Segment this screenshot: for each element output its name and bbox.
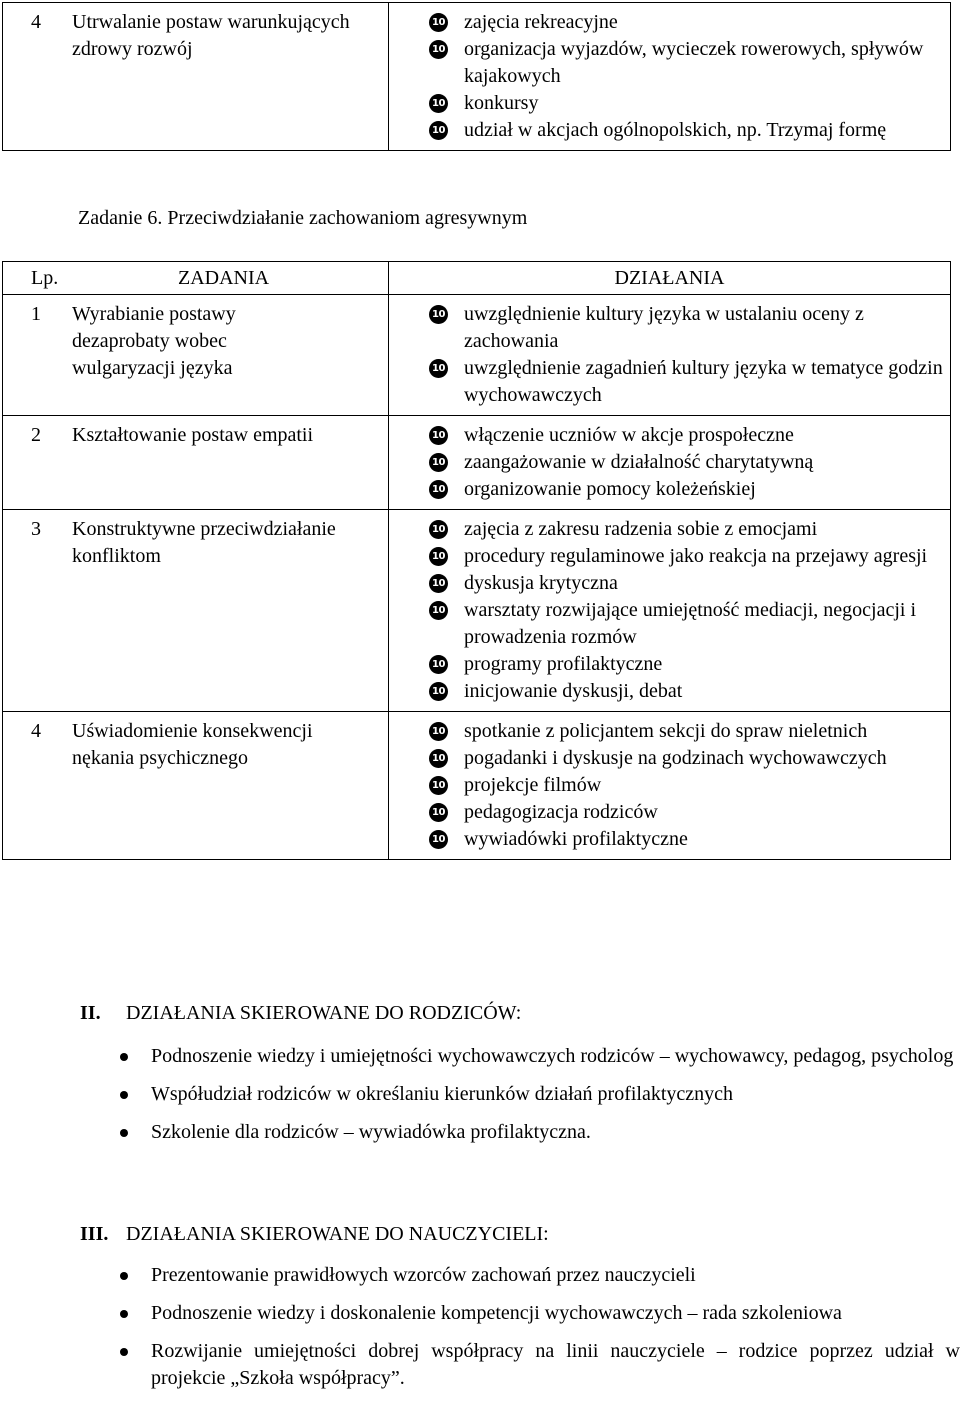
list-item: Podnoszenie wiedzy i doskonalenie kompetencji wychowawczych – rada szkoleniowa [115, 1300, 960, 1327]
list-item: Współudział rodziców w określaniu kierunków działań profilaktycznych [115, 1081, 960, 1108]
table-row [3, 510, 951, 712]
circled-ten-bullet-icon: 10 [429, 682, 448, 701]
section-ii-heading [80, 1000, 940, 1027]
bullet-dot-icon [120, 1272, 128, 1280]
circled-ten-bullet-icon: 10 [429, 13, 448, 32]
header-zadania: ZADANIA [178, 267, 270, 289]
list-item: 10 projekcje filmów [389, 772, 950, 799]
task6-table [2, 261, 951, 860]
circled-ten-bullet-icon: 10 [429, 574, 448, 593]
list-item: Szkolenie dla rodziców – wywiadówka profilaktyczna. [115, 1119, 960, 1146]
circled-ten-bullet-icon: 10 [429, 359, 448, 378]
section-iii-heading [80, 1221, 940, 1248]
circled-ten-bullet-icon: 10 [429, 722, 448, 741]
table-row [3, 416, 951, 510]
list-item: 10 dyskusja krytyczna [389, 570, 950, 597]
section-ii-roman: II. [80, 1002, 101, 1024]
list-item: 10 programy profilaktyczne [389, 651, 950, 678]
list-item: 10 procedury regulaminowe jako reakcja na przejawy agresji [389, 543, 950, 570]
actions-cell [389, 712, 951, 860]
section-ii-list [115, 1043, 960, 1157]
task-text: Utrwalanie postaw warunkujących zdrowy rozwój [72, 11, 350, 60]
bullet-dot-icon [120, 1129, 128, 1137]
list-item: 10 włączenie uczniów w akcje prospołeczne [389, 422, 950, 449]
list-item: 10 pogadanki i dyskusje na godzinach wychowawczych [389, 745, 950, 772]
circled-ten-bullet-icon: 10 [429, 426, 448, 445]
list-item: 10 udział w akcjach ogólnopolskich, np. Trzymaj formę [389, 117, 950, 144]
circled-ten-bullet-icon: 10 [429, 803, 448, 822]
actions-cell [389, 3, 951, 151]
task-text: Uświadomienie konsekwencji nękania psychicznego [72, 720, 313, 769]
top-table [2, 2, 951, 151]
list-item: Prezentowanie prawidłowych wzorców zachowań przez nauczycieli [115, 1262, 960, 1289]
table-row [3, 295, 951, 416]
circled-ten-bullet-icon: 10 [429, 547, 448, 566]
table-row [3, 712, 951, 860]
task-cell [3, 510, 389, 712]
list-item: 10 zajęcia z zakresu radzenia sobie z emocjami [389, 516, 950, 543]
task-cell [3, 712, 389, 860]
header-lp: Lp. [31, 267, 59, 289]
row-number: 4 [31, 11, 41, 33]
list-item: 10 inicjowanie dyskusji, debat [389, 678, 950, 705]
bullet-dot-icon [120, 1053, 128, 1061]
task-cell [3, 295, 389, 416]
circled-ten-bullet-icon: 10 [429, 121, 448, 140]
actions-cell [389, 295, 951, 416]
section-iii-title: DZIAŁANIA SKIEROWANE DO NAUCZYCIELI: [126, 1223, 549, 1245]
circled-ten-bullet-icon: 10 [429, 830, 448, 849]
actions-list [389, 718, 950, 853]
circled-ten-bullet-icon: 10 [429, 453, 448, 472]
bullet-dot-icon [120, 1310, 128, 1318]
actions-cell [389, 510, 951, 712]
circled-ten-bullet-icon: 10 [429, 749, 448, 768]
task-text: Kształtowanie postaw empatii [72, 424, 314, 446]
circled-ten-bullet-icon: 10 [429, 40, 448, 59]
section-ii-title: DZIAŁANIA SKIEROWANE DO RODZICÓW: [126, 1002, 522, 1024]
section-iii-roman: III. [80, 1223, 109, 1245]
list-item: 10 uwzględnienie zagadnień kultury języka w tematyce godzin wychowawczych [389, 355, 950, 409]
actions-list [389, 516, 950, 705]
list-item: 10 warsztaty rozwijające umiejętność mediacji, negocjacji i prowadzenia rozmów [389, 597, 950, 651]
circled-ten-bullet-icon: 10 [429, 480, 448, 499]
list-item: 10 zaangażowanie w działalność charytatywną [389, 449, 950, 476]
list-item: 10 organizacja wyjazdów, wycieczek rowerowych, spływów kajakowych [389, 36, 950, 90]
circled-ten-bullet-icon: 10 [429, 655, 448, 674]
list-item: 10 uwzględnienie kultury języka w ustalaniu oceny z zachowania [389, 301, 950, 355]
list-item: 10 pedagogizacja rodziców [389, 799, 950, 826]
list-item: 10 konkursy [389, 90, 950, 117]
list-item: 10 organizowanie pomocy koleżeńskiej [389, 476, 950, 503]
list-item: Rozwijanie umiejętności dobrej współpracy na linii nauczyciele – rodzice poprzez udział w projekcie „Szkoła współpracy”. [115, 1338, 960, 1392]
task-text: Wyrabianie postawy dezaprobaty wobec wulgaryzacji języka [72, 303, 236, 379]
list-item: 10 spotkanie z policjantem sekcji do spraw nieletnich [389, 718, 950, 745]
list-item: Podnoszenie wiedzy i umiejętności wychowawczych rodziców – wychowawcy, pedagog, psycholog [115, 1043, 960, 1070]
bullet-dot-icon [120, 1348, 128, 1356]
task-cell [3, 416, 389, 510]
row-number: 2 [31, 424, 41, 446]
header-row [3, 262, 951, 295]
list-item: 10 wywiadówki profilaktyczne [389, 826, 950, 853]
actions-cell [389, 416, 951, 510]
section-iii-list [115, 1262, 960, 1403]
actions-list [389, 301, 950, 409]
circled-ten-bullet-icon: 10 [429, 520, 448, 539]
circled-ten-bullet-icon: 10 [429, 94, 448, 113]
circled-ten-bullet-icon: 10 [429, 601, 448, 620]
circled-ten-bullet-icon: 10 [429, 305, 448, 324]
task-title: Zadanie 6. Przeciwdziałanie zachowaniom agresywnym [78, 207, 528, 229]
row-number: 4 [31, 720, 41, 742]
circled-ten-bullet-icon: 10 [429, 776, 448, 795]
actions-list [389, 9, 950, 144]
bullet-dot-icon [120, 1091, 128, 1099]
header-zadania-cell [3, 262, 389, 295]
task-text: Konstruktywne przeciwdziałanie konfliktom [72, 518, 336, 567]
task-cell [3, 3, 389, 151]
row-number: 3 [31, 518, 41, 540]
list-item: 10 zajęcia rekreacyjne [389, 9, 950, 36]
table-row [3, 3, 951, 151]
header-dzialania: DZIAŁANIA [389, 262, 951, 295]
actions-list [389, 422, 950, 503]
row-number: 1 [31, 303, 41, 325]
